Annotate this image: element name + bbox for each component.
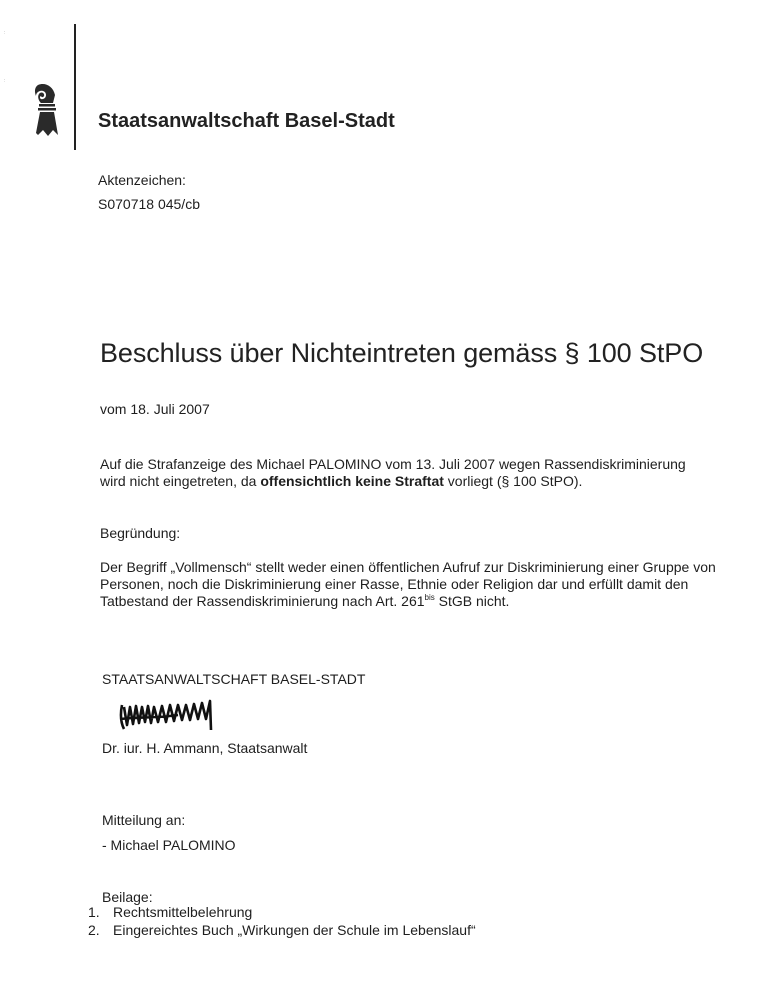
enclosure-item (88, 923, 476, 938)
document-title: Beschluss über Nichteintreten gemäss § 100 StPO (100, 338, 704, 368)
decision-text: wird nicht eingetreten, da (100, 473, 261, 489)
enclosure-item (88, 905, 476, 920)
scan-mark: : (4, 78, 6, 84)
notification-label: Mitteilung an: (102, 812, 186, 828)
reasoning-text: StGB nicht. (434, 593, 510, 609)
enclosures-label: Beilage: (102, 889, 153, 905)
decision-paragraph (100, 456, 760, 490)
signature-authority: STAATSANWALTSCHAFT BASEL-STADT (102, 671, 366, 687)
reasoning-heading: Begründung: (100, 525, 181, 541)
document-date: vom 18. Juli 2007 (100, 401, 210, 417)
enclosures-list (88, 905, 476, 938)
decision-emphasis: offensichtlich keine Straftat (260, 473, 444, 489)
letterhead-divider (74, 24, 76, 150)
enclosure-number: 2. (88, 922, 100, 938)
enclosure-text: Eingereichtes Buch „Wirkungen der Schule im Lebenslauf“ (113, 922, 476, 938)
organization-name: Staatsanwaltschaft Basel-Stadt (98, 110, 395, 132)
baselstab-logo-icon (33, 83, 59, 139)
article-superscript: bis (424, 593, 435, 602)
decision-line-1: Auf die Strafanzeige des Michael PALOMINO vom 13. Juli 2007 wegen Rassendiskriminierung (100, 456, 686, 472)
reference-label: Aktenzeichen: (98, 172, 186, 188)
enclosure-number: 1. (88, 904, 100, 920)
notification-recipient: - Michael PALOMINO (102, 837, 236, 853)
handwritten-signature (118, 697, 218, 731)
signer-name: Dr. iur. H. Ammann, Staatsanwalt (102, 740, 308, 756)
scan-mark: : (4, 30, 6, 36)
reference-number: S070718 045/cb (98, 196, 200, 212)
decision-text: vorliegt (§ 100 StPO). (443, 473, 583, 489)
enclosure-text: Rechtsmittelbelehrung (113, 904, 253, 920)
reasoning-text: Der Begriff „Vollmensch“ stellt weder einen öffentlichen Aufruf zur Diskriminierung einer Gruppe von Personen, noch die Diskriminierung einer Rasse, Ethnie oder Religion dar und erfüllt damit den Tatbestand der Rassendiskriminierung nach Art. 261 (100, 559, 716, 609)
decision-line-2 (100, 473, 760, 490)
reasoning-paragraph (100, 559, 748, 610)
